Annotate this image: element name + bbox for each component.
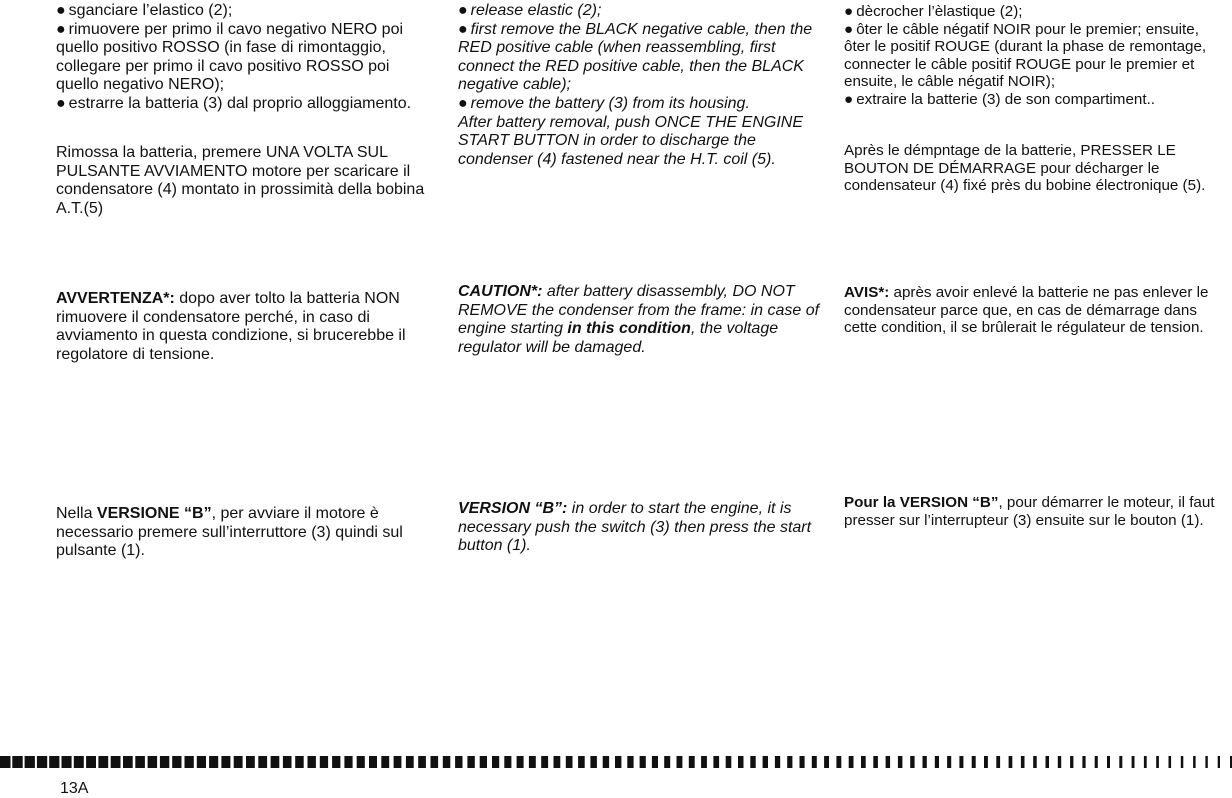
strip-segment (418, 756, 426, 768)
bullet-icon: ● (844, 3, 854, 20)
fr-step-text: extraire la batterie (3) de son compartiment.. (856, 90, 1156, 108)
strip-segment (750, 756, 755, 768)
strip-segment (1058, 756, 1061, 768)
strip-segment (1107, 756, 1110, 768)
strip-segment (849, 756, 854, 768)
bullet-icon: ● (458, 2, 468, 19)
bullet-icon: ● (56, 20, 66, 38)
strip-segment (1119, 756, 1122, 768)
en-discharge-paragraph: After battery removal, push ONCE THE ENGINE START BUTTON in order to discharge the condenser (4) fastened near the H.T. coil (5). (458, 113, 803, 168)
strip-segment (578, 756, 585, 768)
it-version-prefix: Nella (56, 505, 97, 522)
fr-avis-text: après avoir enlevé la batterie ne pas enlever le condensateur parce que, en cas de démarrage dans cette condition, il se brûlerait le régulateur de tension. (844, 284, 1209, 337)
strip-segment (824, 756, 829, 768)
en-caution-text-1: after battery disassembly, DO NOT REMOVE the condenser from the frame: in case of engine starting (458, 283, 820, 338)
en-step-text: remove the battery (3) from its housing. (470, 94, 750, 112)
strip-segment (37, 756, 47, 768)
strip-segment (677, 756, 683, 768)
strip-segment (1218, 756, 1220, 768)
strip-segment (603, 756, 609, 768)
strip-segment (800, 756, 805, 768)
en-version-label: VERSION “B”: (458, 500, 568, 517)
strip-segment (467, 756, 474, 768)
en-caution-label: CAUTION*: (458, 283, 543, 300)
fr-step-text: ôter le câble négatif NOIR pour le premier; ensuite, ôter le positif ROUGE (durant la phase de remontage, connecter le câble positif ROUGE pour le premier et ensuite, le câble négatif NOIR); (844, 20, 1207, 91)
strip-segment (689, 756, 695, 768)
strip-segment (258, 756, 267, 768)
strip-segment (640, 756, 646, 768)
fr-step-3 (844, 91, 1216, 109)
it-warning-paragraph (56, 290, 436, 364)
strip-segment (332, 756, 340, 768)
it-warning-text: dopo aver tolto la batteria NON rimuovere il condensatore perché, in caso di avviamento in questa condizione, si brucerebbe il regolatore di tensione. (56, 290, 406, 363)
strip-segment (738, 756, 744, 768)
it-step-2 (56, 21, 436, 95)
strip-segment (74, 756, 84, 768)
en-version-text: in order to start the engine, it is necessary push the switch (3) then press the start button (1). (458, 500, 812, 555)
bullet-icon: ● (56, 94, 66, 112)
bullet-icon: ● (458, 20, 468, 38)
fr-version-prefix: Pour la (844, 494, 900, 511)
strip-segment (787, 756, 792, 768)
strip-segment (713, 756, 719, 768)
strip-segment (959, 756, 963, 768)
decorative-segment-strip (0, 756, 1232, 768)
strip-segment (0, 756, 11, 768)
strip-segment (554, 756, 561, 768)
strip-segment (357, 756, 365, 768)
en-caution-bold: in this condition (567, 320, 691, 338)
strip-segment (726, 756, 732, 768)
strip-segment (836, 756, 841, 768)
strip-segment (12, 756, 22, 768)
strip-segment (775, 756, 780, 768)
strip-segment (590, 756, 597, 768)
strip-segment (812, 756, 817, 768)
strip-segment (1009, 756, 1013, 768)
strip-segment (1070, 756, 1073, 768)
strip-segment (886, 756, 891, 768)
strip-segment (344, 756, 352, 768)
strip-segment (381, 756, 389, 768)
strip-segment (221, 756, 230, 768)
fr-avis-paragraph (844, 284, 1216, 337)
strip-segment (652, 756, 658, 768)
fr-steps (844, 3, 1216, 109)
it-step-text: sganciare l’elastico (2); (68, 2, 233, 19)
strip-segment (234, 756, 243, 768)
strip-segment (1193, 756, 1196, 768)
strip-segment (1095, 756, 1098, 768)
strip-segment (492, 756, 499, 768)
strip-segment (910, 756, 914, 768)
strip-segment (62, 756, 72, 768)
strip-segment (1144, 756, 1147, 768)
strip-segment (898, 756, 903, 768)
en-step-3 (458, 95, 828, 114)
strip-segment (1132, 756, 1135, 768)
strip-segment (148, 756, 158, 768)
strip-segment (923, 756, 927, 768)
strip-segment (1156, 756, 1159, 768)
strip-segment (529, 756, 536, 768)
strip-segment (1181, 756, 1184, 768)
strip-segment (25, 756, 35, 768)
bullet-icon: ● (458, 94, 468, 112)
it-warning-label: AVVERTENZA*: (56, 290, 175, 307)
strip-segment (517, 756, 524, 768)
fr-version-text: , pour démarrer le moteur, il faut presser sur l’interrupteur (3) ensuite sur le bouton (1). (844, 494, 1215, 529)
strip-segment (160, 756, 169, 768)
strip-segment (1033, 756, 1037, 768)
it-version-label: VERSIONE “B” (96, 505, 212, 522)
strip-segment (1021, 756, 1025, 768)
strip-segment (246, 756, 255, 768)
strip-segment (615, 756, 621, 768)
fr-step-text: dècrocher l’èlastique (2); (856, 3, 1023, 20)
en-version-paragraph (458, 500, 828, 556)
strip-segment (1169, 756, 1172, 768)
strip-segment (308, 756, 316, 768)
fr-version-paragraph (844, 494, 1216, 529)
en-caution-paragraph (458, 283, 828, 357)
it-step-3 (56, 95, 436, 114)
strip-segment (972, 756, 976, 768)
strip-segment (1046, 756, 1050, 768)
en-step-1 (458, 2, 828, 21)
en-step-text: release elastic (2); (470, 2, 602, 19)
strip-segment (627, 756, 633, 768)
it-version-text: , per avviare il motore è necessario premere sull’interruttore (3) quindi sul pulsante (1). (56, 505, 403, 560)
strip-segment (431, 756, 439, 768)
it-step-text: rimuovere per primo il cavo negativo NERO poi quello positivo ROSSO (in fase di rimontaggio, collegare per primo il cavo positivo ROSSO poi quello negativo NERO); (56, 20, 404, 94)
strip-segment (86, 756, 96, 768)
it-discharge-paragraph: Rimossa la batteria, premere UNA VOLTA SUL PULSANTE AVVIAMENTO motore per scaricare il condensatore (4) montato in prossimità della bobina A.T.(5) (56, 144, 425, 217)
strip-segment (111, 756, 121, 768)
strip-segment (873, 756, 878, 768)
strip-segment (480, 756, 487, 768)
strip-segment (443, 756, 451, 768)
en-caution-text-2: , the voltage regulator will be damaged. (458, 320, 779, 356)
it-version-paragraph (56, 505, 436, 561)
strip-segment (1205, 756, 1207, 768)
strip-segment (861, 756, 866, 768)
strip-segment (406, 756, 414, 768)
bullet-icon: ● (56, 2, 66, 19)
fr-step-1 (844, 3, 1216, 21)
strip-segment (197, 756, 206, 768)
strip-segment (947, 756, 951, 768)
strip-segment (320, 756, 328, 768)
page-number: 13A (60, 780, 89, 797)
it-steps (56, 2, 436, 114)
strip-segment (566, 756, 573, 768)
strip-segment (455, 756, 462, 768)
en-step-text: first remove the BLACK negative cable, then the RED positive cable (when reassembling, first connect the RED positive cable, then the BLACK negative cable); (458, 20, 813, 94)
strip-segment (123, 756, 133, 768)
strip-segment (49, 756, 59, 768)
strip-segment (394, 756, 402, 768)
en-step-2 (458, 21, 828, 95)
strip-segment (369, 756, 377, 768)
fr-version-label: VERSION “B” (899, 494, 999, 511)
strip-segment (172, 756, 181, 768)
bullet-icon: ● (844, 20, 854, 38)
strip-segment (135, 756, 145, 768)
strip-segment (996, 756, 1000, 768)
strip-segment (1082, 756, 1085, 768)
strip-segment (98, 756, 108, 768)
strip-segment (283, 756, 292, 768)
bullet-icon: ● (844, 90, 854, 108)
strip-segment (504, 756, 511, 768)
fr-step-2 (844, 21, 1216, 91)
strip-segment (295, 756, 304, 768)
it-step-text: estrarre la batteria (3) dal proprio alloggiamento. (68, 94, 412, 112)
strip-segment (984, 756, 988, 768)
strip-segment (935, 756, 939, 768)
strip-segment (701, 756, 707, 768)
strip-segment (209, 756, 218, 768)
strip-segment (271, 756, 280, 768)
en-steps (458, 2, 828, 169)
strip-segment (541, 756, 548, 768)
strip-segment (664, 756, 670, 768)
strip-segment (185, 756, 194, 768)
strip-segment (763, 756, 768, 768)
fr-avis-label: AVIS*: (844, 284, 890, 301)
it-step-1 (56, 2, 436, 21)
fr-discharge-paragraph: Après le démpntage de la batterie, PRESSER LE BOUTON DE DÉMARRAGE pour décharger le condensateur (4) fixé près du bobine électronique (5). (844, 142, 1206, 195)
